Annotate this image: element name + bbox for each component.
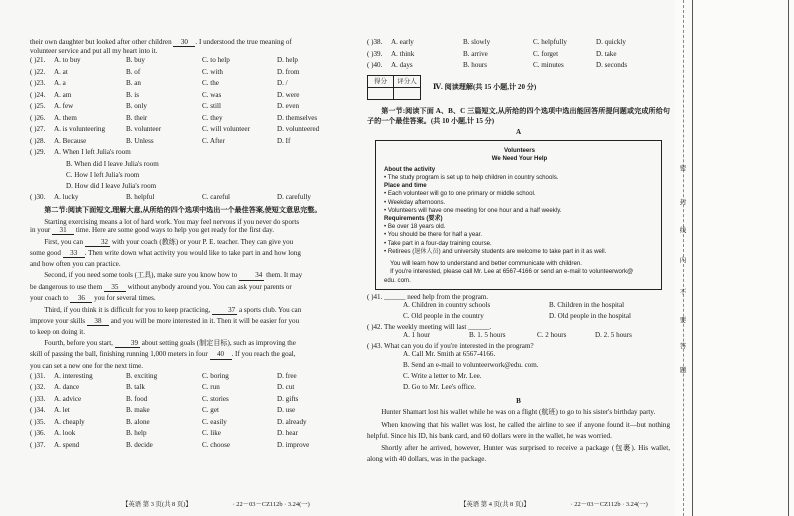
question-29-option-c: C. How I left Julia's room (66, 170, 140, 179)
section-2-title: 第二节:阅读下面短文,理解大意,从所给的四个选项中选出一个最佳答案,使短文意思完整。 (44, 206, 322, 215)
option-c: C. still (202, 102, 221, 111)
option-b: B. volunteer (126, 125, 162, 134)
option-a: A. Because (54, 136, 87, 145)
question-number: ( )36. (30, 429, 46, 438)
paragraph-5b: skill of passing the ball, finishing running 1,000 meters in four 40 . If you reach the goal, (30, 350, 296, 359)
left-page (30, 0, 370, 516)
question-number: ( )26. (30, 113, 46, 122)
seal-char: 答 (679, 343, 687, 350)
question-29: ( )29. A. When I left Julia's room (30, 148, 131, 157)
question-row (30, 406, 370, 418)
question-row (30, 68, 370, 80)
option-d: D. use (277, 406, 296, 415)
reviewer-label: 评分人 (397, 77, 417, 85)
paragraph-5: Fourth, before you start, 39 about setting goals (制定目标), such as improving the (44, 339, 296, 348)
option-c: C. After (202, 136, 225, 145)
question-number: ( )22. (30, 67, 46, 76)
option-b: B. is (126, 90, 140, 99)
paragraph-3c: your coach to 36 you for several times. (30, 293, 156, 302)
seal-char: 密 (679, 165, 687, 172)
option-d: D. were (277, 90, 300, 99)
question-row (30, 372, 370, 384)
option-b: B. of (126, 67, 141, 76)
question-29-option-b: B. When did I leave Julia's room (66, 159, 159, 168)
option-a: A. to buy (54, 56, 81, 65)
option-d: D. / (277, 79, 288, 88)
score-box (367, 75, 421, 100)
option-b: B. an (126, 79, 141, 88)
question-row (30, 441, 370, 453)
question-list-31-37 (30, 372, 370, 453)
paragraph-4b: improve your skills 38 and you will be more interested in it. Then it will be easier for you (30, 317, 300, 325)
seal-line (692, 0, 693, 516)
question-number: ( )38. (367, 38, 383, 46)
question-row (30, 56, 370, 68)
option-a: A. look (54, 429, 76, 438)
option-a: A. a (54, 79, 66, 88)
option-a: A. dance (54, 383, 80, 392)
option-a: A. cheaply (54, 417, 85, 426)
question-number: ( )39. (367, 49, 383, 58)
paragraph-1: Starting exercising means a lot of hard work. You may feel nervous if you never do sports (44, 217, 300, 226)
question-42-options: A. 1 hour B. 1. 5 hours C. 2 hours D. 2. 5 hours (403, 331, 632, 340)
option-a: A. them (54, 113, 77, 122)
option-c: C. minutes (533, 61, 564, 69)
option-d: D. volunteered (277, 125, 320, 134)
option-c: C. helpfully (533, 38, 567, 46)
paragraph-2b: some good 33 . Then write down what activity you would like to take part in and how long (30, 249, 301, 258)
option-d: D. gifts (277, 394, 299, 403)
passage-b-p2: When knowing that his wallet was lost, he called the airline to see if anyone found it—but nothing helpful. Since his ID, his bank card, and 60 dollars were in the wallet, he was worried. (367, 420, 670, 440)
option-a: A. early (391, 38, 414, 46)
question-row (367, 50, 670, 62)
question-row (30, 429, 370, 441)
question-row (30, 383, 370, 395)
option-a: A. few (54, 102, 74, 111)
intro-line-2: volunteer service and put all my heart into it. (30, 47, 158, 56)
question-number: ( )33. (30, 394, 46, 403)
option-d: D. themselves (277, 113, 318, 122)
seal-char: 要 (679, 317, 687, 324)
question-29-option-d: D. How did I leave Julia's room (66, 181, 157, 190)
option-d: D. from (277, 67, 300, 76)
score-cell[interactable] (368, 88, 394, 99)
seal-char: 题 (679, 367, 687, 374)
question-42: ( )42. The weekly meeting will last ______. (367, 322, 492, 331)
option-a: A. let (54, 406, 70, 415)
score-label: 得分 (368, 76, 394, 87)
option-c: C. they (202, 113, 223, 122)
paragraph-2: First, you can 32 with your coach (教练) or your P. E. teacher. They can give you (44, 237, 294, 246)
option-a: A. days (391, 61, 413, 69)
option-b: B. decide (126, 440, 153, 449)
option-c: C. was (202, 90, 222, 99)
option-c: C. run (202, 383, 220, 392)
option-d: D. seconds (596, 61, 628, 69)
option-b: B. arrive (463, 49, 488, 58)
option-a: A. interesting (54, 371, 93, 380)
option-b: B. help (126, 429, 147, 438)
option-b: B. exciting (126, 371, 158, 380)
paragraph-3: Second, if you need some tools (工具), make sure you know how to 34 them. It may (44, 271, 303, 280)
passage-b-p3: Shortly after he arrived, however, Hunter was surprised to receive a package (包裹). His wallet, along with 40 dollars, was in the package. (367, 444, 670, 463)
question-number: ( )37. (30, 440, 46, 449)
question-row (30, 418, 370, 430)
question-30: ( )30. A. lucky B. helpful C. careful D. carefully (30, 192, 311, 201)
paragraph-2c: and how often you can practice. (30, 260, 121, 269)
right-border (788, 0, 789, 516)
question-number: ( )25. (30, 102, 46, 111)
option-b: B. their (126, 113, 148, 122)
paragraph-3b: be dangerous to use them 35 without anybody around you. You can ask your parents or (30, 282, 292, 291)
paragraph-5c: you can set a new one for the next time. (30, 361, 144, 370)
seal-char: 线 (679, 227, 687, 234)
option-d: D. quickly (596, 38, 626, 46)
section-1-instructions: 第一节:阅读下面 A、B、C 三篇短文,从所给的四个选项中选出能回答所提问题或完成所给句子的一个最佳答案。(共 10 小题,计 15 分) (367, 106, 670, 125)
question-number: ( )34. (30, 406, 46, 415)
option-c: C. to help (202, 56, 230, 65)
option-d: D. hear (277, 429, 298, 438)
left-footer: 【英语 第 3 页(共 8 页)】 · 22－03－CZ112b · 3.24(一) (122, 500, 310, 508)
question-row (367, 38, 670, 50)
option-c: C. with (202, 67, 223, 76)
volunteer-notice: Volunteers We Need Your Help About the activity • The study program is set up to help children in country schools. Place and time • Each volunteer will go to one primary or middle school. • Weekday afternoons. • Volunteers will have one meeting for one hour and a half weekly. Requirements (要求) • Be over 18 years old. • You should be there for half a year. • Take part in a four-day training course. • Retirees (退休人员) and university students are welcome to take part in it as well. You will learn how to understand and better communicate with children. If you're interested, please call Mr. Lee at 6567-4166 or send an e-mail to volunteerwork@ edu. com. (375, 140, 662, 290)
question-row (30, 125, 370, 137)
option-c: C. boring (202, 371, 229, 380)
seal-char: 不 (679, 289, 687, 296)
paragraph-4: Third, if you think it is difficult for you to keep practicing, 37 a sports club. You can (44, 305, 302, 314)
option-b: B. slowly (463, 38, 491, 46)
right-page: ( )38. A. early B. slowly C. helpfully D. quickly ( )39. A. think B. arrive C. forget D. take ( )40. A. days B. hours C. minutes D. seconds 得分 评分人 Ⅳ. 阅读理解(共 15 小题,计 20 分) 第一节:阅读下面 A、B、C 三篇短文,从所给的四个选项中选出能回答所提问题或完成所给句子的一个最佳答案。(共 10 小题,计 15 分) A Volunteers We Need Your Help About the activity • The study program is set up to help children in country schools. Place and time • Each volunteer will go to one primary or middle school. • Weekday afternoons. • Volunteers will have one meeting for one hour and a half weekly. Requirements (要求) • Be over 18 years old. • You should be there for half a year. • Take part in a four-day training course. • Retirees (退休人员) and university students are welcome to take part in it as well. You will learn how to understand and better communicate with children. If you're interested, please call Mr. Lee at 6567-4166 or send an e-mail to volunteerwork@ edu. com. ( )41. ______ need help from the program. A. Children in country schools B. Children in the hospital C. Old people in the country D. Old people in the hospital ( )42. The weekly meeting will last ______. A. 1 hour B. 1. 5 hours C. 2 hours D. 2. 5 hours ( )43. What can you do if you're interested in the program? A. Call Mr. Smith at 6567-4166. B. Send an e-mail to volunteerwork@edu. com. C. Write a letter to Mr. Lee. D. Go to Mr. Lee's office. B Hunter Shamart lost his wallet while he was on a flight (航班) to go to his sister's birthday party. When knowing that his wallet was lost, he called the airline to see if anyone found it—but nothing helpful. Since his ID, his bank card, and 60 dollars were in the wallet, he was worried. Shortly after he arrived, however, Hunter was surprised to receive a package (包裹). His wallet, along with 40 dollars, was in the package. 【英语 第 4 页(共 8 页)】 · 22－03－CZ112b · 3.24(一) (367, 38, 670, 508)
blank-30: 30 (173, 38, 195, 47)
question-number: ( )32. (30, 383, 46, 392)
option-c: C. like (202, 429, 221, 438)
seal-char: 封 (679, 199, 687, 206)
option-b: B. Unless (126, 136, 154, 145)
score-header (367, 75, 670, 100)
option-d: D. cut (277, 383, 295, 392)
paragraph-4c: to keep on doing it. (30, 328, 85, 337)
intro-line: their own daughter but looked after other children 30 . I understood the true meaning of (30, 38, 292, 46)
option-b: B. only (126, 102, 147, 111)
option-b: B. make (126, 406, 150, 415)
question-41: ( )41. ______ need help from the program. (367, 292, 489, 301)
right-footer: 【英语 第 4 页(共 8 页)】 · 22－03－CZ112b · 3.24(一) (460, 500, 648, 508)
option-b: B. talk (126, 383, 145, 392)
option-d: D. free (277, 371, 297, 380)
option-a: A. advice (54, 394, 82, 403)
option-c: C. get (202, 406, 219, 415)
question-row (30, 114, 370, 126)
option-c: C. forget (533, 49, 559, 58)
option-d: D. already (277, 417, 307, 426)
option-d: D. take (596, 49, 617, 58)
question-41-options-ab: A. Children in country schools B. Children in the hospital (403, 300, 625, 309)
question-list-38-40 (367, 38, 670, 73)
question-number: ( )21. (30, 56, 46, 65)
option-b: B. food (126, 394, 148, 403)
option-a: A. am (54, 90, 72, 99)
question-list-21-28 (30, 56, 370, 148)
option-d: D. If (277, 136, 291, 145)
question-row (367, 61, 670, 73)
option-d: D. even (277, 102, 300, 111)
question-row (30, 137, 370, 149)
question-number: ( )24. (30, 90, 46, 99)
passage-b-p1: Hunter Shamart lost his wallet while he was on a flight (航班) to go to his sister's birthday party. (381, 408, 656, 417)
option-b: B. hours (463, 61, 488, 69)
question-number: ( )27. (30, 125, 46, 134)
option-a: A. spend (54, 440, 80, 449)
question-43: ( )43. What can you do if you're interested in the program? (367, 342, 534, 351)
question-number: ( )31. (30, 371, 46, 380)
option-b: B. alone (126, 417, 150, 426)
option-a: A. at (54, 67, 68, 76)
passage-b-label: B (516, 397, 521, 406)
question-row (30, 395, 370, 407)
question-row (30, 91, 370, 103)
question-41-options-cd: C. Old people in the country D. Old people in the hospital (403, 311, 631, 320)
question-number: ( )35. (30, 417, 46, 426)
option-b: B. buy (126, 56, 145, 65)
question-row (30, 79, 370, 91)
question-number: ( )40. (367, 61, 383, 69)
question-number: ( )23. (30, 79, 46, 88)
seal-char: 内 (679, 257, 687, 264)
option-a: A. is volunteering (54, 125, 106, 134)
option-c: C. choose (202, 440, 230, 449)
question-number: ( )28. (30, 136, 46, 145)
option-c: C. stories (202, 394, 229, 403)
option-c: C. will volunteer (202, 125, 250, 134)
option-a: A. think (391, 49, 415, 58)
option-d: D. improve (277, 440, 310, 449)
paragraph-1b: in your 31 time. Here are some good ways to help you get ready for the first day. (30, 225, 274, 234)
option-d: D. help (277, 56, 298, 65)
question-row (30, 102, 370, 114)
reviewer-cell[interactable] (394, 88, 420, 99)
option-c: C. the (202, 79, 219, 88)
option-c: C. easily (202, 417, 227, 426)
passage-a-label: A (515, 128, 522, 137)
section-4-title: Ⅳ. 阅读理解(共 15 小题,计 20 分) (433, 82, 537, 91)
